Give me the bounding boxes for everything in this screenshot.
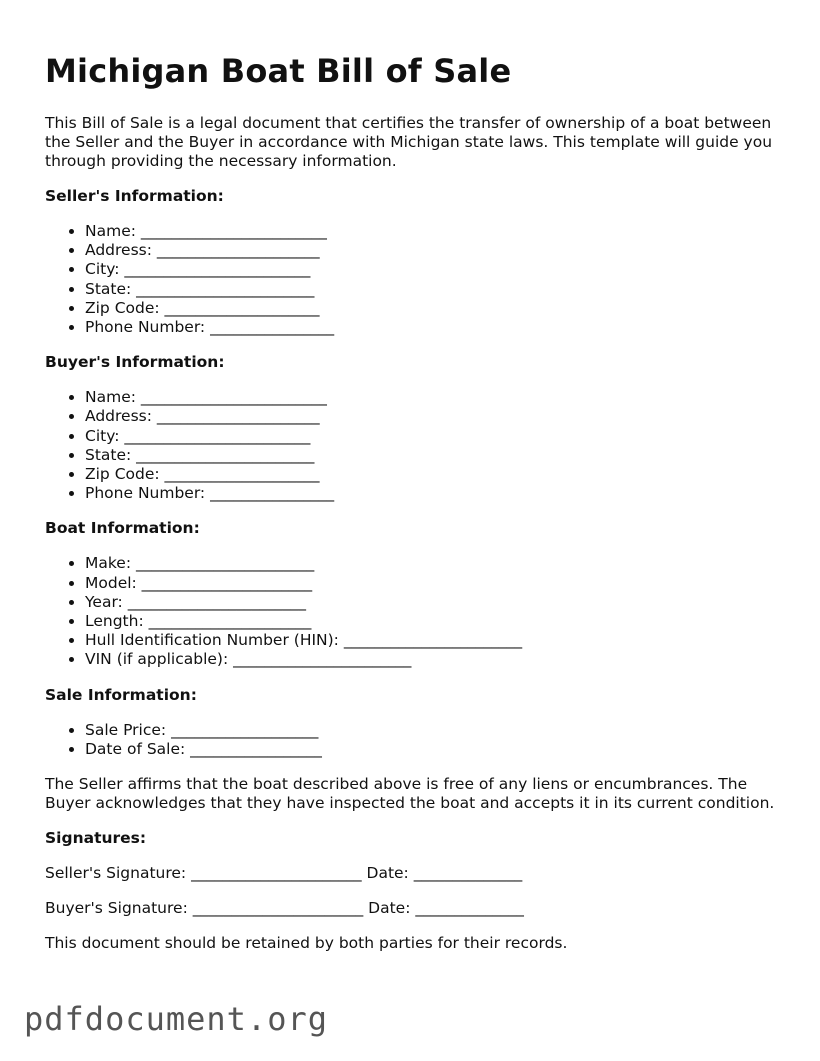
- boat-make-field: • Make: _______________________: [85, 554, 785, 573]
- buyer-signature-line: Buyer's Signature: ______________________ Date: ______________: [45, 899, 524, 918]
- seller-fields-list: [45, 222, 785, 337]
- sale-date-field: • Date of Sale: _________________: [85, 740, 785, 759]
- boat-year-field: • Year: _______________________: [85, 593, 785, 612]
- watermark-text: pdfdocument.org: [24, 1000, 328, 1038]
- signatures-heading: Signatures:: [45, 829, 147, 848]
- document-page: [45, 52, 785, 953]
- buyer-phone-field: • Phone Number: ________________: [85, 484, 785, 503]
- boat-length-field: • Length: _____________________: [85, 612, 785, 631]
- seller-address-field: • Address: _____________________: [85, 241, 785, 260]
- seller-zip-field: • Zip Code: ____________________: [85, 299, 785, 318]
- buyer-name-field: • Name: ________________________: [85, 388, 785, 407]
- sale-fields-list: [45, 721, 785, 759]
- sale-heading: Sale Information:: [45, 685, 197, 704]
- intro-paragraph: This Bill of Sale is a legal document that certifies the transfer of ownership of a boat between the Seller and the Buyer in accordance with Michigan state laws. This template will guide you through providing the necessary information.: [45, 114, 773, 170]
- seller-name-field: • Name: ________________________: [85, 222, 785, 241]
- sale-price-field: • Sale Price: ___________________: [85, 721, 785, 740]
- buyer-zip-field: • Zip Code: ____________________: [85, 465, 785, 484]
- seller-state-field: • State: _______________________: [85, 280, 785, 299]
- boat-fields-list: [45, 554, 785, 669]
- closing-paragraph: The Seller affirms that the boat described above is free of any liens or encumbrances. The Buyer acknowledges that they have inspected the boat and accepts it in its current condition.: [45, 775, 775, 813]
- buyer-state-field: • State: _______________________: [85, 446, 785, 465]
- boat-vin-field: • VIN (if applicable): _______________________: [85, 650, 785, 669]
- seller-signature-line: Seller's Signature: ______________________ Date: ______________: [45, 864, 523, 883]
- buyer-fields-list: [45, 388, 785, 503]
- buyer-address-field: • Address: _____________________: [85, 407, 785, 426]
- document-title: Michigan Boat Bill of Sale: [45, 52, 512, 90]
- retain-note: This document should be retained by both parties for their records.: [45, 934, 568, 953]
- buyer-heading: Buyer's Information:: [45, 353, 225, 372]
- seller-phone-field: • Phone Number: ________________: [85, 318, 785, 337]
- boat-hin-field: • Hull Identification Number (HIN): _______________________: [85, 631, 785, 650]
- boat-model-field: • Model: ______________________: [85, 574, 785, 593]
- seller-heading: Seller's Information:: [45, 187, 224, 205]
- seller-city-field: • City: ________________________: [85, 260, 785, 279]
- boat-heading: Boat Information:: [45, 519, 200, 538]
- buyer-city-field: • City: ________________________: [85, 427, 785, 446]
